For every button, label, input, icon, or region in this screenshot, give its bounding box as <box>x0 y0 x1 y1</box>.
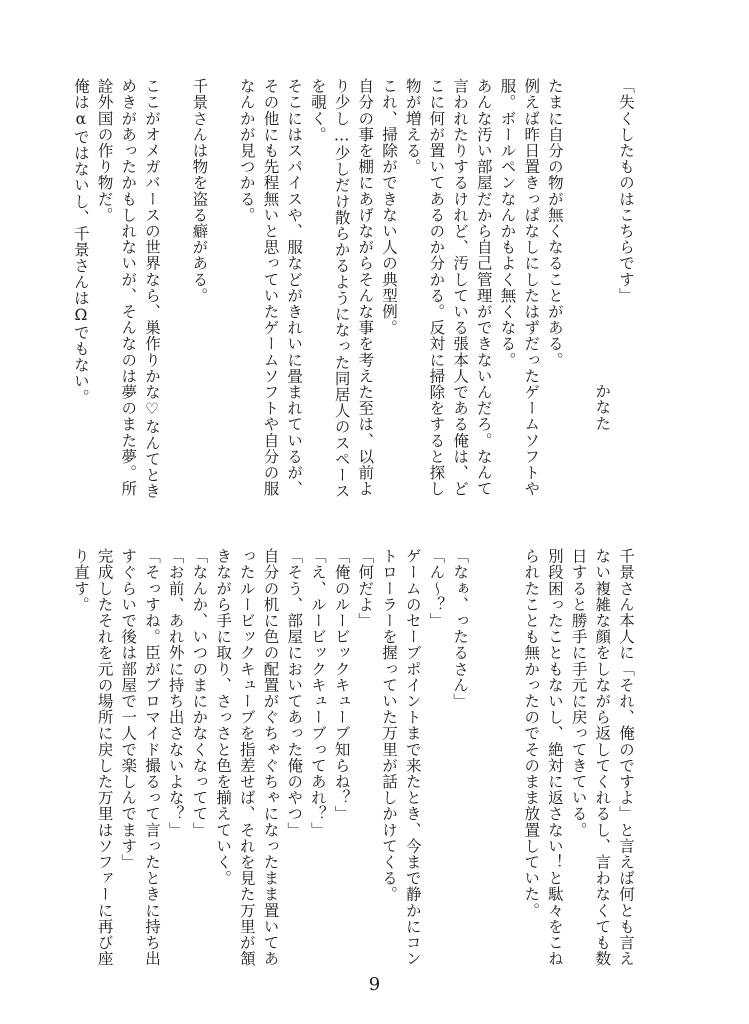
body-line: 物が増える。 <box>403 78 422 175</box>
body-line: ったルービックキューブを指差せば、それを見た万里が頷 <box>237 548 256 967</box>
body-line: ここがオメガバースの世界なら、巣作りかな♡なんてとき <box>142 78 161 500</box>
dialogue-line: 「え、ルービックキューブってあれ？」 <box>308 548 327 838</box>
dialogue-line: 「そっすね。臣がブロマイド撮るって言ったときに持ち出 <box>142 548 161 967</box>
body-line: これ、掃除ができない人の典型例。 <box>379 78 398 336</box>
body-line: めきがあったかもしれないが、そんなのは夢のまた夢。所 <box>119 78 138 497</box>
spacer <box>471 548 495 988</box>
body-line: られたことも無かったのでそのまま放置していた。 <box>522 548 541 919</box>
dialogue-line: 「何だよ」 <box>356 548 375 629</box>
body-line: 別段困ったこともないし、絶対に返さない！と駄々をこね <box>545 548 564 967</box>
body-line: たまに自分の物が無くなることがある。 <box>545 78 564 368</box>
spacer <box>495 548 519 988</box>
author-name: かなた <box>593 383 612 432</box>
dialogue-line: 「俺のルービックキューブ知らね？」 <box>332 548 351 822</box>
dialogue-line: 「ん～？」 <box>427 548 446 629</box>
body-line: なんかが見つかる。 <box>237 78 256 223</box>
dialogue-line: 「お前、あれ外に持ち出さないよな？」 <box>166 548 185 838</box>
body-line: 詮外国の作り物だ。 <box>95 78 114 223</box>
body-line: その他にも先程無いと思っていたゲームソフトや自分の服 <box>261 78 280 497</box>
body-line: きながら手に取り、さっさと色を揃えていく。 <box>214 548 233 887</box>
body-line: 自分の机に色の配置がぐちゃぐちゃになったまま置いてあ <box>261 548 280 967</box>
text-block-bottom <box>68 548 637 988</box>
body-line: 服。ボールペンなんかもよく無くなる。 <box>498 78 517 368</box>
body-line: あんな汚い部屋だから自己管理ができないんだろ。なんて <box>474 78 493 497</box>
body-line: り直す。 <box>71 548 90 613</box>
body-line: 例えば昨日置きっぱなしにしたはずだったゲームソフトや <box>522 78 541 497</box>
body-line: ゲームのセーブポイントまで来たとき、今まで静かにコン <box>403 548 422 967</box>
body-line: り少し…少しだけ散らかるようになった同居人のスペース <box>332 78 351 500</box>
dialogue-line: 「なぁ、ったるさん」 <box>451 548 470 709</box>
body-line: 完成したそれを元の場所に戻した万里はソファーに再び座 <box>95 548 114 967</box>
body-line: そこにはスパイスや、服などがきれいに畳まれているが、 <box>285 78 304 497</box>
body-line: こに何が置いてあるのか分かる。反対に掃除をすると探し <box>427 78 446 497</box>
body-line: ない複雑な顔をしながら返してくれるし、言わなくても数 <box>593 548 612 967</box>
spacer <box>163 78 187 518</box>
body-line: 言われたりするけれど、汚している張本人である俺は、ど <box>451 78 470 497</box>
body-line: 自分の事を棚にあげながらそんな事を考えた至は、以前よ <box>356 78 375 497</box>
body-line: を覗く。 <box>308 78 327 143</box>
dialogue-line: 「なんか、いつのまにかなくなってて」 <box>190 548 209 838</box>
body-line: 千景さん本人に「それ、俺のですよ」と言えば何とも言え <box>617 548 635 967</box>
body-line: 俺はαではないし、千景さんはΩでもない。 <box>71 78 90 405</box>
story-title: 「失くしたものはこちらです」 <box>617 78 635 304</box>
body-line: トローラーを握っていた万里が話しかけてくる。 <box>380 548 398 903</box>
dialogue-line: 「そう、部屋においてあった俺のやつ」 <box>285 548 304 838</box>
spacer <box>210 78 234 518</box>
text-block-top <box>68 78 637 518</box>
page-number: 9 <box>368 974 381 995</box>
body-line: 千景さんは物を盗る癖がある。 <box>190 78 209 304</box>
body-line: 日すると勝手に手元に戻ってきている。 <box>569 548 588 838</box>
dialogue-line: すぐらいで後は部屋で一人で楽しんでます」 <box>119 548 138 870</box>
spacer <box>566 78 590 518</box>
